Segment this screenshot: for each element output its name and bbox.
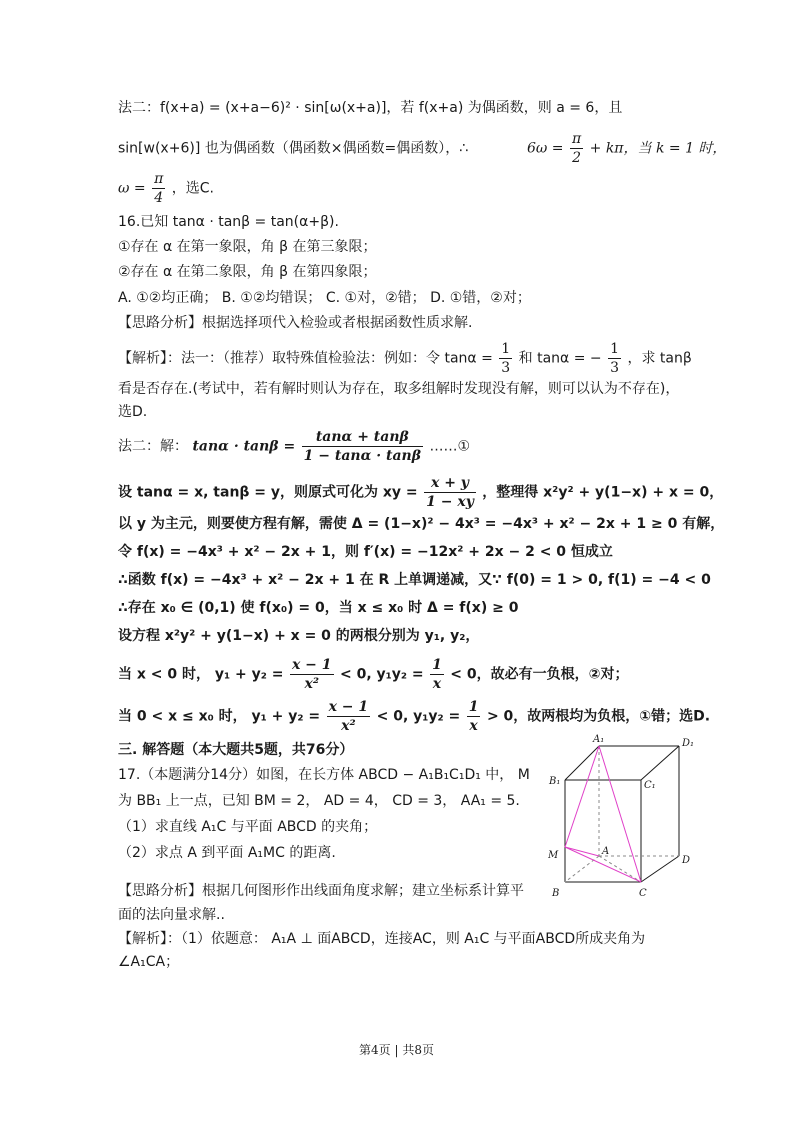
solution-16-method2: 法二：解： tanα · tanβ = $\frac{\tan\alpha + \tan\beta}{1 - \tan\alpha \cdot \tan\beta}$ ……①: [118, 429, 471, 464]
fraction-1-over-x: $\frac{1}{x}$: [432, 657, 442, 692]
question-17-part1: （1）求直线 A₁C 与平面 ABCD 的夹角；: [118, 819, 378, 835]
fraction-x-minus-1: $\frac{x - 1}{\text{x²}}$: [291, 657, 332, 692]
line-method2: 法二：f(x+a) = (x+a−6)² · sin[ω(x+a)]，若 f(x+a) 为偶函数，则 a = 6，且: [118, 100, 623, 116]
fraction-pi-over-2: $\frac{\pi}{2}$: [571, 131, 582, 166]
label-D1: D₁: [682, 738, 695, 749]
solution-16-choice: 选D.: [118, 404, 148, 420]
solution-17-line2: ∠A₁CA；: [118, 954, 180, 970]
line-derivative: 令 f(x) = −4x³ + x² − 2x + 1，则 f′(x) = −12x² + 2x − 2 < 0 恒成立: [118, 544, 613, 560]
question-17-part2: （2）求点 A 到平面 A₁MC 的距离.: [118, 845, 336, 861]
question-16: 16.已知 tanα · tanβ = tan(α+β).: [118, 214, 339, 230]
fraction-1-over-x-b: $\frac{1}{x}$: [468, 699, 479, 734]
line-root-exists: ∴存在 x₀ ∈ (0,1) 使 f(x₀) = 0，当 x ≤ x₀ 时 Δ = f(x) ≥ 0: [118, 600, 519, 616]
label-B1: B₁: [549, 776, 561, 787]
label-C1: C₁: [644, 780, 656, 791]
section-3-heading: 三. 解答题（本大题共5题，共76分）: [118, 742, 354, 758]
fraction-tan-sum: $\frac{\tan\alpha + \tan\beta}{1 - \tan\alpha \cdot \tan\beta}$: [303, 429, 421, 464]
solution-16-note: 看是否存在.(考试中，若有解时则认为存在，取多组解时发现没有解，则可以认为不存在)，: [118, 381, 680, 397]
line-omega: ω = $\frac{\pi}{4}$ ，选C.: [118, 171, 214, 206]
idea-17-line1: 【思路分析】根据几何图形作出线面角度求解；建立坐标系计算平: [118, 883, 524, 899]
label-B: B: [552, 888, 560, 899]
line-case-positive: 当 0 < x ≤ x₀ 时， y₁ + y₂ = $\frac{x - 1}{\text{x²}}$ < 0, y₁y₂ = $\frac{1}{x}$ > 0，故两根均为负根，①错；选D.: [118, 699, 711, 734]
line-sin-even: sin[w(x+6)] 也为偶函数（偶函数×偶函数=偶函数），∴ 6ω = $\frac{\pi}{2}$ + kπ，当 k = 1 时，: [118, 131, 727, 166]
cuboid-figure: [548, 732, 708, 907]
idea-16: 【思路分析】根据选择项代入检验或者根据函数性质求解.: [118, 315, 473, 331]
statement-2: ②存在 α 在第二象限，角 β 在第四象限；: [118, 264, 377, 280]
label-C: C: [639, 888, 647, 899]
line-two-roots: 设方程 x²y² + y(1−x) + x = 0 的两根分别为 y₁, y₂，: [118, 628, 480, 644]
solution-16-method1: 【解析】：法一：（推荐）取特殊值检验法：例如：令 tanα = $\frac{1}{3}$ 和 tanα = − $\frac{1}{3}$ ，求 tanβ: [118, 341, 692, 376]
line-substitution: 设 tanα = x, tanβ = y，则原式可化为 xy = $\frac{x + y}{1 - xy}$ ，整理得 x²y² + y(1−x) + x = 0，: [118, 475, 724, 510]
label-A1: A₁: [593, 734, 605, 745]
fraction-pi-over-4: $\frac{\pi}{4}$: [154, 171, 164, 206]
fraction-1-3-neg: $\frac{1}{3}$: [610, 341, 619, 376]
fraction-x-plus-y: $\frac{x + y}{1 - xy}$: [426, 475, 474, 510]
solution-17-line1: 【解析】：（1）依题意： A₁A ⊥ 面ABCD，连接AC，则 A₁C 与平面ABCD所成夹角为: [118, 931, 646, 947]
label-M: M: [548, 850, 559, 861]
fraction-1-3: $\frac{1}{3}$: [501, 341, 511, 376]
label-D: D: [682, 855, 691, 866]
line-case-negative: 当 x < 0 时， y₁ + y₂ = $\frac{x - 1}{\text{x²}}$ < 0, y₁y₂ = $\frac{1}{x}$ < 0，故必有一负根，②对；: [118, 657, 629, 692]
fraction-x-minus-1-b: $\frac{x - 1}{\text{x²}}$: [328, 699, 369, 734]
label-A: A: [602, 846, 610, 857]
statement-1: ①存在 α 在第一象限，角 β 在第三象限；: [118, 239, 377, 255]
question-17-line2: 为 BB₁ 上一点，已知 BM = 2， AD = 4， CD = 3， AA₁ = 5.: [118, 793, 520, 809]
options-16: A. ①②均正确； B. ①②均错误； C. ①对，②错； D. ①错，②对；: [118, 290, 531, 306]
question-17-line1: 17.（本题满分14分）如图，在长方体 ABCD − A₁B₁C₁D₁ 中， M: [118, 767, 530, 783]
line-monotonic: ∴函数 f(x) = −4x³ + x² − 2x + 1 在 R 上单调递减，又∵ f(0) = 1 > 0, f(1) = −4 < 0: [118, 572, 711, 588]
idea-17-line2: 面的法向量求解..: [118, 907, 225, 923]
line-discriminant: 以 y 为主元，则要使方程有解，需使 Δ = (1−x)² − 4x³ = −4x³ + x² − 2x + 1 ≥ 0 有解，: [118, 516, 725, 532]
page-footer: 第4页 | 共8页: [359, 1043, 434, 1057]
